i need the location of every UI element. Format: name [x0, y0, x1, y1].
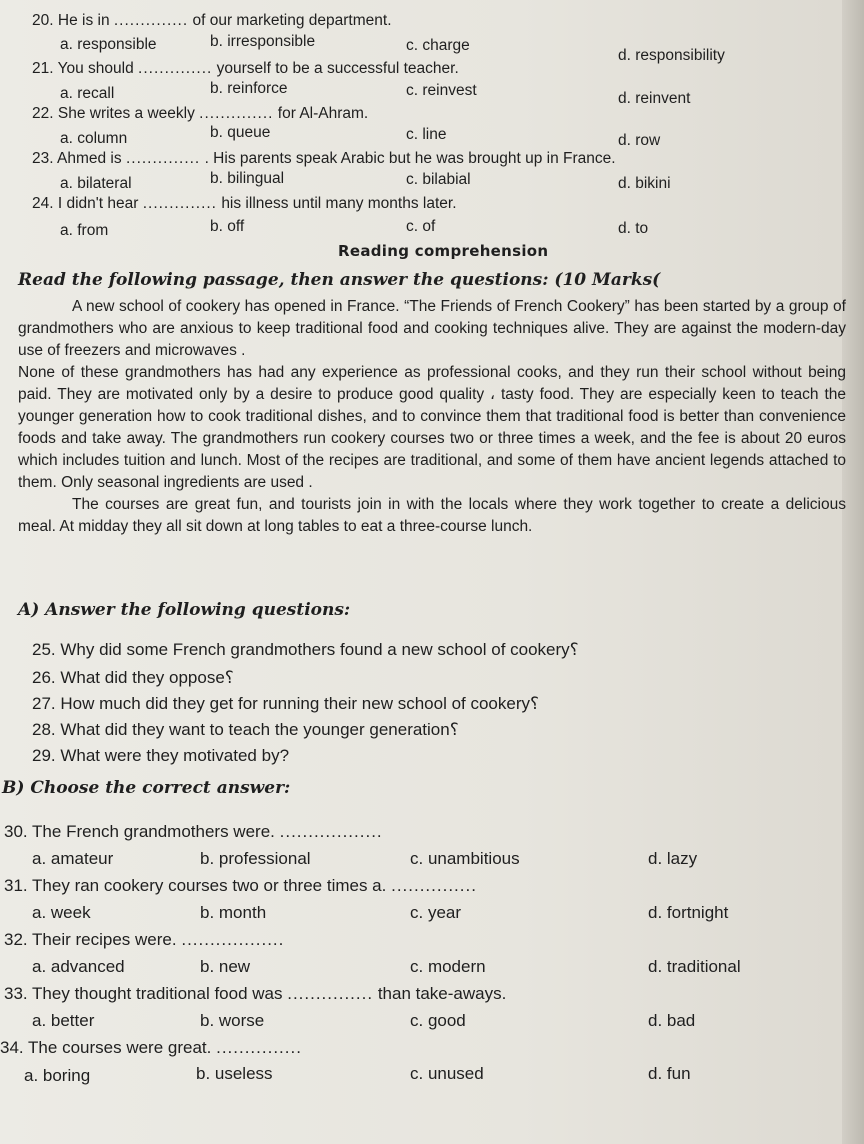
- option-c: c. modern: [410, 957, 486, 976]
- question-stem: 23. Ahmed is .............. . His parents speak Arabic but he was brought up in France.: [32, 150, 616, 167]
- question-stem: 24. I didn't hear .............. his illness until many months later.: [32, 195, 457, 212]
- question-27: 27. How much did they get for running their new school of cookery؟: [32, 694, 540, 713]
- option-c: c. good: [410, 1011, 466, 1030]
- reading-heading: Reading comprehension: [338, 242, 549, 260]
- option-d: d. fortnight: [648, 903, 729, 922]
- option-b: b. queue: [210, 124, 271, 141]
- option-c: c. unused: [410, 1064, 484, 1083]
- question-stem: 21. You should .............. yourself to be a successful teacher.: [32, 60, 459, 77]
- question-stem: 22. She writes a weekly .............. for Al-Ahram.: [32, 105, 369, 122]
- option-c: c. reinvest: [406, 82, 477, 99]
- option-b: b. irresponsible: [210, 33, 316, 50]
- option-d: d. traditional: [648, 957, 741, 976]
- option-b: b. reinforce: [210, 80, 288, 97]
- reading-passage: [18, 296, 846, 538]
- question-28: 28. What did they want to teach the younger generation؟: [32, 720, 459, 739]
- option-a: a. recall: [60, 85, 115, 102]
- question-25: 25. Why did some French grandmothers found a new school of cookery؟: [32, 640, 579, 659]
- option-c: c. year: [410, 903, 462, 922]
- question-29: 29. What were they motivated by?: [32, 746, 290, 765]
- option-d: d. reinvent: [618, 90, 691, 107]
- option-d: d. bad: [648, 1011, 696, 1030]
- section-b-title: B) Choose the correct answer:: [2, 778, 291, 798]
- option-a: a. boring: [24, 1066, 91, 1085]
- option-b: b. bilingual: [210, 170, 285, 187]
- option-b: b. new: [200, 957, 251, 976]
- option-c: c. of: [406, 218, 436, 235]
- option-d: d. to: [618, 220, 649, 237]
- question-stem: 30. The French grandmothers were. ..................: [4, 822, 383, 841]
- option-b: b. off: [210, 218, 245, 235]
- passage-paragraph-3: The courses are great fun, and tourists join in with the locals where they work together to create a delicious meal. At midday they all sit down at long tables to eat a three-course lunch.: [18, 496, 846, 535]
- option-a: a. responsible: [60, 36, 157, 53]
- option-d: d. responsibility: [618, 47, 725, 64]
- option-c: c. line: [406, 126, 447, 143]
- option-d: d. bikini: [618, 175, 671, 192]
- option-c: c. unambitious: [410, 849, 520, 868]
- option-d: d. row: [618, 132, 661, 149]
- option-a: a. column: [60, 130, 128, 147]
- option-b: b. worse: [200, 1011, 265, 1030]
- option-b: b. useless: [196, 1064, 273, 1083]
- passage-paragraph-1: A new school of cookery has opened in France. “The Friends of French Cookery” has been started by a group of grandmothers who are anxious to keep traditional food and cooking techniques alive. They are against the modern-day use of freezers and microwaves .: [18, 298, 846, 359]
- passage-paragraph-2: None of these grandmothers has had any experience as professional cooks, and they run their school without being paid. They are motivated only by a desire to produce good quality ، tasty food. They are especially keen to teach the younger generation how to cook traditional dishes, and to convince them that traditional food is better than convenience foods and take away. The grandmothers run cookery courses two or three times a week, and the fee is about 20 euros which includes tuition and lunch. Most of the recipes are traditional, and some of them have ancient legends attached to them. Only seasonal ingredients are used .: [18, 364, 846, 491]
- question-stem: 32. Their recipes were. ..................: [4, 930, 285, 949]
- section-a-title: A) Answer the following questions:: [18, 600, 351, 620]
- option-d: d. lazy: [648, 849, 698, 868]
- question-26: 26. What did they oppose؟: [32, 668, 234, 687]
- spiral-binding: [842, 0, 864, 1144]
- question-stem: 34. The courses were great. ...............: [0, 1038, 302, 1057]
- option-a: a. advanced: [32, 957, 125, 976]
- option-d: d. fun: [648, 1064, 691, 1083]
- option-b: b. month: [200, 903, 267, 922]
- question-stem: 20. He is in .............. of our marketing department.: [32, 12, 392, 29]
- option-a: a. bilateral: [60, 175, 132, 192]
- question-stem: 33. They thought traditional food was ............... than take-aways.: [4, 984, 507, 1003]
- option-a: a. week: [32, 903, 91, 922]
- question-stem: 31. They ran cookery courses two or three times a. ...............: [4, 876, 477, 895]
- option-c: c. bilabial: [406, 171, 471, 188]
- option-a: a. better: [32, 1011, 95, 1030]
- option-b: b. professional: [200, 849, 311, 868]
- option-a: a. from: [60, 222, 109, 239]
- option-c: c. charge: [406, 37, 470, 54]
- passage-instruction: Read the following passage, then answer the questions: (10 Marks(: [18, 270, 661, 290]
- option-a: a. amateur: [32, 849, 114, 868]
